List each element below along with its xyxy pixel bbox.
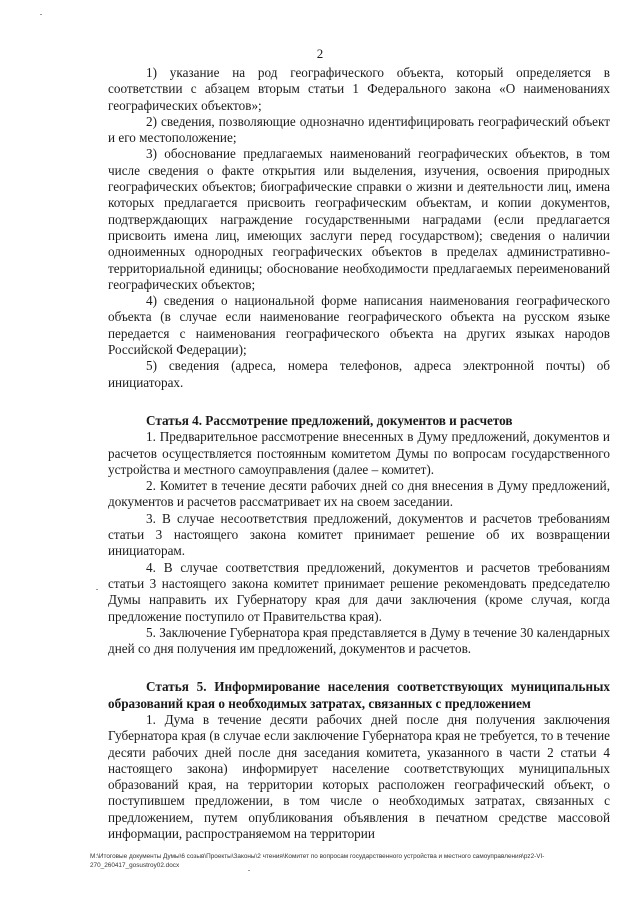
scan-speck xyxy=(96,589,98,590)
document-body xyxy=(108,65,610,842)
footer-path-line-1: M:\Итоговые документы Думы\6 созыв\Проекты\Законы\2 чтения\Комитет по вопросам государственного устройства и местного самоуправления\pz2-VI- xyxy=(90,853,545,860)
list-item-4: 4) сведения о национальной форме написания наименования географического объекта (в случае если наименование географического объекта на русском языке передается с наименования географического объекта на других языках народов Российской Федерации); xyxy=(108,293,610,358)
footer-path-line-2: 270_260417_gosustroy02.docx xyxy=(90,862,180,869)
article-4-paragraph-4: 4. В случае соответствия предложений, документов и расчетов требованиям статьи 3 настоящего закона комитет принимает решение рекомендовать председателю Думы направить их Губернатору края для дачи заключения (кроме случая, когда предложение поступило от Правительства края). xyxy=(108,559,610,624)
article-4-paragraph-5: 5. Заключение Губернатора края представляется в Думу в течение 30 календарных дней со дня получения им предложений, документов и расчетов. xyxy=(108,624,610,657)
article-5-heading: Статья 5. Информирование населения соответствующих муниципальных образований края о необходимых затратах, связанных с предложением xyxy=(108,679,610,711)
article-4-paragraph-1: 1. Предварительное рассмотрение внесенных в Думу предложений, документов и расчетов осуществляется постоянным комитетом Думы по вопросам государственного устройства и местного самоуправления (далее – комитет). xyxy=(108,429,610,477)
page-number: 2 xyxy=(316,46,324,61)
list-item-2: 2) сведения, позволяющие однозначно идентифицировать географический объект и его местоположение; xyxy=(108,113,610,146)
article-4-paragraph-3: 3. В случае несоответствия предложений, документов и расчетов требованиям статьи 3 настоящего закона комитет принимает решение об их возвращении инициаторам. xyxy=(108,510,610,559)
list-item-5: 5) сведения (адреса, номера телефонов, адреса электронной почты) об инициаторах. xyxy=(108,358,610,390)
scan-speck xyxy=(248,870,250,871)
list-item-1: 1) указание на род географического объекта, который определяется в соответствии с абзацем вторым статьи 1 Федерального закона «О наименованиях географических объектов»; xyxy=(108,65,610,113)
article-5-paragraph-1: 1. Дума в течение десяти рабочих дней после дня получения заключения Губернатора края (в случае если заключение Губернатора края не требуется, то в течение десяти рабочих дней после дня заседания комитета, указанного в части 2 статьи 4 настоящего закона) информирует население соответствующих муниципальных образований края, на территории которых расположен географический объект, о поступившем предложении, в том числе о необходимых затратах, связанных с предложением, путем опубликования объявления в печатном средстве массовой информации, распространяемом на территории xyxy=(108,711,610,842)
article-4-heading: Статья 4. Рассмотрение предложений, документов и расчетов xyxy=(146,412,513,428)
file-path-footer xyxy=(90,852,630,870)
list-item-3: 3) обоснование предлагаемых наименований географических объектов, в том числе сведения о факте открытия или выделения, изучения, освоения природных географических объектов; биографические справки о жизни и деятельности лиц, имена которых предлагается присвоить географическим объектам, и копии документов, подтверждающих награждение государственными наградами (если предлагается присвоить имена лиц, имеющих заслуги перед государством); сведения о наличии одноименных однородных географических объектов в пределах административно-территориальной единицы; обоснование необходимости предлагаемых переименований географических объектов; xyxy=(108,146,610,292)
scan-speck xyxy=(40,14,42,15)
article-4-paragraph-2: 2. Комитет в течение десяти рабочих дней со дня внесения в Думу предложений, документов и расчетов рассматривает их на своем заседании. xyxy=(108,478,610,510)
